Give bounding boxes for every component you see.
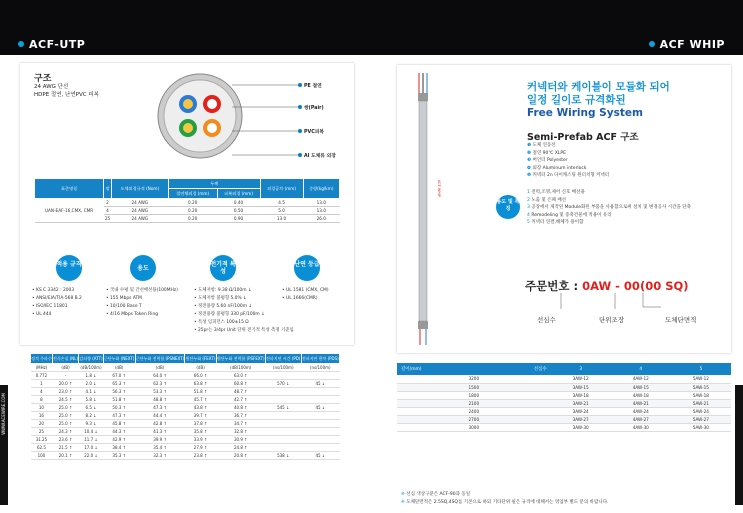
badge-electrical: 전기적 특성 (210, 255, 236, 281)
table-row: 1500 3AW-15 4AW-15 5AW-15 (397, 383, 731, 391)
structure-line1: 24 AWG 단선 (34, 84, 69, 90)
table-row: 3000 3AW-30 4AW-30 5AW-30 (397, 423, 731, 431)
side-strip-right (735, 385, 743, 505)
table-row: 4 23.0 ↑ 4.1 ↓ 56.3 ↑ 53.3 ↑ 51.8 ↑ 48.7 ↑ (31, 388, 340, 396)
legend-cores: 선심수 (537, 316, 556, 324)
table-row: 2700 3AW-27 4AW-27 5AW-27 (397, 415, 731, 423)
whip-headline: 커넥터와 케이블이 모듈화 되어 일정 길이로 규격화된 Free Wiring System (527, 81, 670, 119)
badge-uses: 용도 (130, 255, 156, 281)
table-row: 10 25.0 ↑ 6.5 ↓ 50.3 ↑ 47.3 ↑ 43.8 ↑ 40.8 ↑ 545 ↓ 45 ↓ (31, 404, 340, 412)
electrical-table: 정격 주파수 전식손실 (NL) 감쇠량 (ATT) 근단누화 (NEXT) 근단누화 전력합 (PSNEXT) 원단누화 (FEXT) 원단누화 전력합 (PSFEXT) 전파지연 시간 (PD) 전파지연 편차 (PDS) (MHz) (dB) (dB/100m) (dB) (dB) (dB) (dB/100m) (ns/100m) (ns/100m) 0.772 - 1.8 ↓ 67.0 ↑ 64.0 ↑ 66.0 ↑ 63.0 ↑ 1 20.0 ↑ 2.0 ↓ 65.3 ↑ 62.3 ↑ 63.8 ↑ 60.8 ↑ 570 ↓ 45 ↓ 4 23.0 ↑ 4.1 ↓ 56.3 ↑ 53.3 ↑ 51.8 ↑ 48.7 ↑ 8 24.5 ↑ 5.8 ↓ 51.8 ↑ 48.8 ↑ 45.7 ↑ 42.7 ↑ 10 25.0 ↑ 6.5 ↓ 50.3 ↑ 47.3 ↑ 43.8 ↑ 40.8 ↑ 545 ↓ 45 ↓ 16 25.0 ↑ 8.2 ↓ 47.3 ↑ 44.4 ↑ 39.7 ↑ 36.7 ↑ 20 25.0 ↑ 9.3 ↓ 45.8 ↑ 42.8 ↑ 37.8 ↑ 34.7 ↑ 25 24.3 ↑ 10.4 ↓ 44.3 ↑ 41.3 ↑ 35.8 ↑ 32.8 ↑ 31.25 23.6 ↑ 11.7 ↓ 42.9 ↑ 39.9 ↑ 33.9 ↑ 30.9 ↑ 62.5 21.5 ↑ 17.0 ↓ 38.4 ↑ 35.4 ↑ 27.9 ↑ 24.8 ↑ 100 20.1 ↑ 22.0 ↓ 35.3 ↑ 32.3 ↑ 23.8 ↑ 20.8 ↑ 538 ↓ 45 ↓ (31, 355, 339, 458)
table-row: 25 24.3 ↑ 10.4 ↓ 44.3 ↑ 41.3 ↑ 35.8 ↑ 32.8 ↑ (31, 428, 340, 436)
header-bar (0, 0, 743, 55)
table-row: 1800 3AW-18 4AW-18 5AW-18 (397, 391, 731, 399)
parts-list: ❶ 도체 연동선 ❷ 절연 90℃ XLPE ❸ 버인더 Polyester ❹ 외장 Aluminum interlock ❺ 커넥터 2n 다이캐스팅 원터치형 커넥터 (527, 143, 610, 178)
table-row: 8 24.5 ↑ 5.8 ↓ 51.8 ↑ 48.8 ↑ 45.7 ↑ 42.7 ↑ (31, 396, 340, 404)
table-corner: 길이(mm) 선심수 (397, 363, 551, 375)
callout-pe: PE 절연 (298, 82, 322, 89)
structure-line2: HDPE 절연, 난연PVC 피복 (34, 92, 99, 98)
semi-title: Semi-Prefab ACF 구조 (527, 132, 639, 143)
badge-flame: 난연 등급 (294, 255, 320, 281)
order-code: 주문번호 : 0AW - 00(00 SQ) (525, 279, 689, 293)
left-page (0, 55, 370, 513)
use-badge: 용도 및 특징 (496, 195, 520, 219)
table-row: 16 25.0 ↑ 8.2 ↓ 47.3 ↑ 44.4 ↑ 39.7 ↑ 36.7 ↑ (31, 412, 340, 420)
legend-area: 도체단면적 (665, 316, 697, 324)
whip-table: 길이(mm) 선심수 3 4 5 3200 3AW-12 4AW-12 5AW-12 1500 3AW-15 4AW-15 5AW-15 1800 3AW-18 4AW-18 5AW-18 2100 3AW-21 4AW-21 5AW-21 2400 3AW-24 4AW-24 5AW-24 2700 3AW-27 4AW-27 5AW-27 3000 3AW-30 4AW-30 5AW-30 (397, 363, 731, 432)
electrical-list: • 도체저항: 9.38 Ω/100m ↓ • 도체저항 불평형 5.0% ↓ • 정전용량 5.60 nF/100m ↓ • 정전용량 불평형 330 pF/100m ↓ • 특성 임피던스 100±15 Ω • 25pr는 3/4pr Unit 단위 전기적 특성 측정 기준임 (194, 288, 294, 333)
order-arrows (547, 293, 677, 313)
structure-title: 구조 (34, 74, 52, 84)
callout-lines (232, 81, 302, 161)
legend-length: 단위조장 (599, 316, 625, 324)
badge-standards: 적용 규격 (56, 255, 82, 281)
table-row: 1 20.0 ↑ 2.0 ↓ 65.3 ↑ 62.3 ↑ 63.8 ↑ 60.8 ↑ 570 ↓ 45 ↓ (31, 380, 340, 388)
table-row: 100 20.1 ↑ 22.0 ↓ 35.3 ↑ 32.3 ↑ 23.8 ↑ 20.8 ↑ 538 ↓ 45 ↓ (31, 452, 340, 460)
callout-al: Al 도체류 외장 (298, 152, 336, 159)
callout-pvc: PVC피복 (298, 128, 324, 135)
bullet-icon (649, 41, 655, 47)
table-row: 31.25 23.6 ↑ 11.7 ↓ 42.9 ↑ 39.9 ↑ 33.9 ↑ 30.9 ↑ (31, 436, 340, 444)
whip-panel (397, 65, 731, 353)
left-title: ACF-UTP (18, 38, 85, 51)
table-row: 20 25.0 ↑ 9.3 ↓ 45.8 ↑ 42.8 ↑ 37.8 ↑ 34.7 ↑ (31, 420, 340, 428)
spec-table: 표준명칭 쌍 도체외경규격 (Nom) 두께 외경공차 (mm) 중량(kg/km) 절연체외경 (mm) 피복외경 (mm) UAN-EAF-16,CMX, CMR 2 24 AWG 0.20 0.40 4.5 13.0 4 24 AWG 0.20 0.50 5.0 13.0 25 24 AWG 0.20 0.90 13.0 26.0 (34, 178, 340, 223)
standards-list: • KS C 3342 : 2003 • ANSI/EIA/TIA-568 B.2 • ISO/IEC 11801 • UL 444 (32, 288, 82, 317)
side-strip: WWW.ACEWIRE.COM (0, 385, 8, 505)
right-page (373, 55, 743, 513)
table-row: 62.5 21.5 ↑ 17.0 ↓ 38.4 ↑ 35.4 ↑ 27.9 ↑ 24.8 ↑ (31, 444, 340, 452)
notes: ※ 선심 색상구분은 ACF-90과 동일 ※ 도체단면적은 2.5SQ,4SQ를 기본으로 하되 기타단위 필은 규격에 대해서는 영업부 별도 문의 바랍니다. (401, 492, 609, 505)
cable-label: ACF WHIP (437, 180, 441, 198)
flame-list: • UL 1581 (CMX, CM) • UL 1666(CMR) (282, 288, 329, 301)
callout-pair: 쌍(Pair) (298, 104, 324, 111)
table-row: 2100 3AW-21 4AW-21 5AW-21 (397, 399, 731, 407)
table-row: 3200 3AW-12 4AW-12 5AW-12 (397, 375, 731, 383)
right-title: ACF WHIP (649, 38, 725, 51)
structure-panel (20, 63, 354, 345)
table-row: 2400 3AW-24 4AW-24 5AW-24 (397, 407, 731, 415)
table-row: 0.772 - 1.8 ↓ 67.0 ↑ 64.0 ↑ 66.0 ↑ 63.0 ↑ (31, 372, 340, 380)
bullet-icon (18, 41, 24, 47)
whip-cable-image (411, 73, 435, 345)
use-list: 1 전력,조명,제어 신호 배선용 2 노출 및 은폐 배선 3 공장에서 제작된 Module화된 부품을 사용함으로써 설치 및 변경공사 시간을 단축 4 Remodeling 및 증축건물에 적용이 유리 5 커넥터 연결,해체가 용이함 (527, 190, 691, 225)
uses-list: • 국내 수평 및 간선배선용(100MHz) • 155 Mbps ATM • 10/100 Base T • 4/16 Mbps Token Ring (106, 288, 178, 317)
